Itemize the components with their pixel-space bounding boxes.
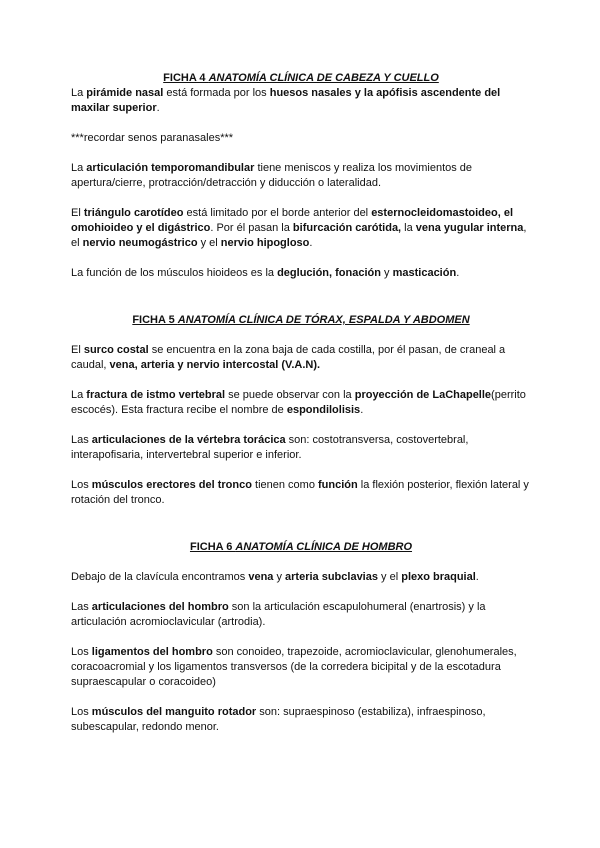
heading-number: FICHA 5: [132, 314, 178, 326]
paragraph: Los músculos del manguito rotador son: supraespinoso (estabiliza), infraespinoso, subescapular, redondo menor.: [71, 706, 486, 733]
heading-number: FICHA 4: [163, 72, 209, 84]
paragraph: Debajo de la clavícula encontramos vena y arteria subclavias y el plexo braquial.: [71, 571, 479, 583]
paragraph: La función de los músculos hioideos es la deglución, fonación y masticación.: [71, 267, 460, 279]
paragraph: La fractura de istmo vertebral se puede observar con la proyección de LaChapelle(perrito escocés). Esta fractura recibe el nombre de espondilolisis.: [71, 389, 526, 416]
heading-title: ANATOMÍA CLÍNICA DE CABEZA Y CUELLO: [208, 72, 439, 84]
section-heading-ficha-6: [71, 540, 531, 555]
paragraph: La articulación temporomandibular tiene meniscos y realiza los movimientos de apertura/cierre, protracción/detracción y diducción o lateralidad.: [71, 162, 473, 189]
section-heading-ficha-4: [71, 71, 531, 86]
heading-number: FICHA 6: [189, 541, 236, 553]
paragraph: Los ligamentos del hombro son conoideo, trapezoide, acromioclavicular, glenohumerales, coracoacromial y los ligamentos transversos (de la corredera bicipital y de la escotadura supraescapular o coracoideo): [71, 646, 517, 688]
paragraph: Las articulaciones del hombro son la articulación escapulohumeral (enartrosis) y la articulación acromioclavicular (artrodia).: [71, 601, 486, 628]
paragraph: La pirámide nasal está formada por los huesos nasales y la apófisis ascendente del maxilar superior.: [71, 87, 501, 114]
paragraph: Las articulaciones de la vértebra torácica son: costotransversa, costovertebral, interapofisaria, intervertebral superior e inferior.: [71, 434, 469, 461]
heading-title: ANATOMÍA CLÍNICA DE TÓRAX, ESPALDA Y ABDOMEN: [177, 314, 470, 326]
paragraph: El surco costal se encuentra en la zona baja de cada costilla, por él pasan, de craneal a caudal, vena, arteria y nervio intercostal (V.A.N).: [71, 344, 506, 371]
paragraph: ***recordar senos paranasales***: [71, 132, 234, 144]
document-content: [71, 71, 531, 735]
heading-title: ANATOMÍA CLÍNICA DE HOMBRO: [235, 541, 413, 553]
section-heading-ficha-5: [71, 313, 531, 328]
paragraph: Los músculos erectores del tronco tienen como función la flexión posterior, flexión lateral y rotación del tronco.: [71, 479, 529, 506]
paragraph: El triángulo carotídeo está limitado por el borde anterior del esternocleidomastoideo, el omohioideo y el digástrico. Por él pasan la bifurcación carótida, la vena yugular interna, el nervio neumogástrico y el nervio hipogloso.: [71, 207, 527, 249]
